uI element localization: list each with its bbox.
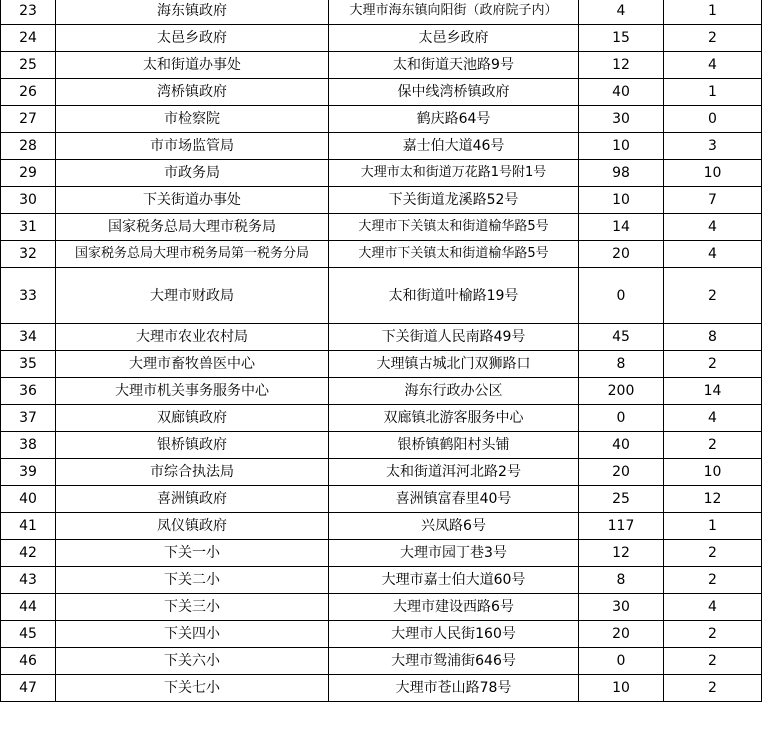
address-cell: 太邑乡政府 (329, 25, 579, 52)
address-cell: 兴凤路6号 (329, 513, 579, 540)
address-cell: 大理市下关镇太和街道榆华路5号 (329, 241, 579, 268)
table-row (1, 567, 762, 594)
row-number-cell: 23 (1, 0, 56, 25)
count-a-cell: 40 (579, 79, 664, 106)
count-a-cell: 25 (579, 486, 664, 513)
row-number-cell: 33 (1, 268, 56, 324)
row-number-cell: 32 (1, 241, 56, 268)
address-cell: 银桥镇鹤阳村头铺 (329, 432, 579, 459)
count-a-cell: 45 (579, 324, 664, 351)
table-row (1, 675, 762, 702)
organization-cell: 下关六小 (56, 648, 329, 675)
table-row (1, 241, 762, 268)
count-a-cell: 8 (579, 351, 664, 378)
organization-cell: 湾桥镇政府 (56, 79, 329, 106)
count-b-cell: 0 (664, 106, 762, 133)
count-a-cell: 0 (579, 405, 664, 432)
count-a-cell: 40 (579, 432, 664, 459)
count-a-cell: 12 (579, 52, 664, 79)
address-cell: 大理市太和街道万花路1号附1号 (329, 160, 579, 187)
count-a-cell: 10 (579, 133, 664, 160)
organization-cell: 市综合执法局 (56, 459, 329, 486)
organization-cell: 下关一小 (56, 540, 329, 567)
count-a-cell: 20 (579, 241, 664, 268)
table-row (1, 324, 762, 351)
row-number-cell: 34 (1, 324, 56, 351)
table-row (1, 106, 762, 133)
count-b-cell: 4 (664, 405, 762, 432)
count-a-cell: 12 (579, 540, 664, 567)
row-number-cell: 45 (1, 621, 56, 648)
table-row (1, 648, 762, 675)
count-b-cell: 2 (664, 648, 762, 675)
table-row (1, 214, 762, 241)
row-number-cell: 25 (1, 52, 56, 79)
count-b-cell: 10 (664, 160, 762, 187)
count-b-cell: 2 (664, 621, 762, 648)
organization-cell: 市市场监管局 (56, 133, 329, 160)
row-number-cell: 28 (1, 133, 56, 160)
table-row (1, 160, 762, 187)
table-row (1, 621, 762, 648)
count-b-cell: 7 (664, 187, 762, 214)
organization-cell: 下关三小 (56, 594, 329, 621)
count-b-cell: 2 (664, 268, 762, 324)
row-number-cell: 29 (1, 160, 56, 187)
table-row (1, 133, 762, 160)
table-row (1, 405, 762, 432)
table-row (1, 486, 762, 513)
count-b-cell: 2 (664, 351, 762, 378)
organization-cell: 下关四小 (56, 621, 329, 648)
table-row (1, 268, 762, 324)
table-row (1, 25, 762, 52)
count-b-cell: 4 (664, 214, 762, 241)
organization-cell: 大理市畜牧兽医中心 (56, 351, 329, 378)
address-cell: 太和街道天池路9号 (329, 52, 579, 79)
count-b-cell: 2 (664, 675, 762, 702)
address-cell: 大理镇古城北门双狮路口 (329, 351, 579, 378)
table-row (1, 378, 762, 405)
count-a-cell: 14 (579, 214, 664, 241)
count-b-cell: 4 (664, 241, 762, 268)
address-cell: 大理市建设西路6号 (329, 594, 579, 621)
row-number-cell: 31 (1, 214, 56, 241)
count-b-cell: 10 (664, 459, 762, 486)
count-a-cell: 0 (579, 648, 664, 675)
table-row (1, 459, 762, 486)
row-number-cell: 47 (1, 675, 56, 702)
organization-cell: 双廊镇政府 (56, 405, 329, 432)
row-number-cell: 40 (1, 486, 56, 513)
count-b-cell: 2 (664, 540, 762, 567)
address-cell: 大理市人民街160号 (329, 621, 579, 648)
address-cell: 下关街道人民南路49号 (329, 324, 579, 351)
count-b-cell: 2 (664, 432, 762, 459)
table-row (1, 79, 762, 106)
address-cell: 大理市苍山路78号 (329, 675, 579, 702)
row-number-cell: 38 (1, 432, 56, 459)
organization-cell: 下关二小 (56, 567, 329, 594)
count-a-cell: 0 (579, 268, 664, 324)
table-body (1, 0, 762, 702)
address-cell: 海东行政办公区 (329, 378, 579, 405)
row-number-cell: 26 (1, 79, 56, 106)
count-b-cell: 3 (664, 133, 762, 160)
organization-cell: 市检察院 (56, 106, 329, 133)
row-number-cell: 39 (1, 459, 56, 486)
address-cell: 大理市鸳浦街646号 (329, 648, 579, 675)
row-number-cell: 42 (1, 540, 56, 567)
count-a-cell: 98 (579, 160, 664, 187)
organization-cell: 大理市财政局 (56, 268, 329, 324)
address-cell: 大理市嘉士伯大道60号 (329, 567, 579, 594)
row-number-cell: 30 (1, 187, 56, 214)
table-row (1, 540, 762, 567)
count-b-cell: 8 (664, 324, 762, 351)
count-a-cell: 10 (579, 187, 664, 214)
organization-cell: 海东镇政府 (56, 0, 329, 25)
count-b-cell: 2 (664, 567, 762, 594)
address-cell: 嘉士伯大道46号 (329, 133, 579, 160)
organization-cell: 太和街道办事处 (56, 52, 329, 79)
organization-cell: 大理市机关事务服务中心 (56, 378, 329, 405)
organization-cell: 大理市农业农村局 (56, 324, 329, 351)
table-row (1, 0, 762, 25)
table-row (1, 52, 762, 79)
count-b-cell: 1 (664, 513, 762, 540)
address-cell: 大理市园丁巷3号 (329, 540, 579, 567)
table-row (1, 351, 762, 378)
row-number-cell: 37 (1, 405, 56, 432)
address-cell: 下关街道龙溪路52号 (329, 187, 579, 214)
count-b-cell: 1 (664, 79, 762, 106)
organization-cell: 凤仪镇政府 (56, 513, 329, 540)
count-a-cell: 10 (579, 675, 664, 702)
row-number-cell: 44 (1, 594, 56, 621)
organization-cell: 国家税务总局大理市税务局第一税务分局 (56, 241, 329, 268)
address-cell: 喜洲镇富春里40号 (329, 486, 579, 513)
organization-cell: 下关街道办事处 (56, 187, 329, 214)
table-row (1, 513, 762, 540)
address-cell: 大理市海东镇向阳街（政府院子内） (329, 0, 579, 25)
count-a-cell: 20 (579, 459, 664, 486)
organization-cell: 喜洲镇政府 (56, 486, 329, 513)
count-a-cell: 30 (579, 106, 664, 133)
count-a-cell: 30 (579, 594, 664, 621)
address-cell: 鹤庆路64号 (329, 106, 579, 133)
row-number-cell: 36 (1, 378, 56, 405)
row-number-cell: 46 (1, 648, 56, 675)
address-cell: 大理市下关镇太和街道榆华路5号 (329, 214, 579, 241)
table-row (1, 594, 762, 621)
organization-cell: 国家税务总局大理市税务局 (56, 214, 329, 241)
address-cell: 太和街道洱河北路2号 (329, 459, 579, 486)
count-b-cell: 2 (664, 25, 762, 52)
organization-cell: 下关七小 (56, 675, 329, 702)
row-number-cell: 27 (1, 106, 56, 133)
row-number-cell: 43 (1, 567, 56, 594)
count-a-cell: 117 (579, 513, 664, 540)
table-row (1, 432, 762, 459)
count-b-cell: 12 (664, 486, 762, 513)
organization-cell: 太邑乡政府 (56, 25, 329, 52)
address-cell: 保中线湾桥镇政府 (329, 79, 579, 106)
table-row (1, 187, 762, 214)
count-b-cell: 1 (664, 0, 762, 25)
address-cell: 双廊镇北游客服务中心 (329, 405, 579, 432)
organization-cell: 银桥镇政府 (56, 432, 329, 459)
count-a-cell: 200 (579, 378, 664, 405)
count-b-cell: 4 (664, 52, 762, 79)
count-a-cell: 15 (579, 25, 664, 52)
row-number-cell: 41 (1, 513, 56, 540)
count-a-cell: 8 (579, 567, 664, 594)
count-b-cell: 4 (664, 594, 762, 621)
count-a-cell: 20 (579, 621, 664, 648)
row-number-cell: 35 (1, 351, 56, 378)
organization-cell: 市政务局 (56, 160, 329, 187)
row-number-cell: 24 (1, 25, 56, 52)
count-b-cell: 14 (664, 378, 762, 405)
count-a-cell: 4 (579, 0, 664, 25)
address-cell: 太和街道叶榆路19号 (329, 268, 579, 324)
